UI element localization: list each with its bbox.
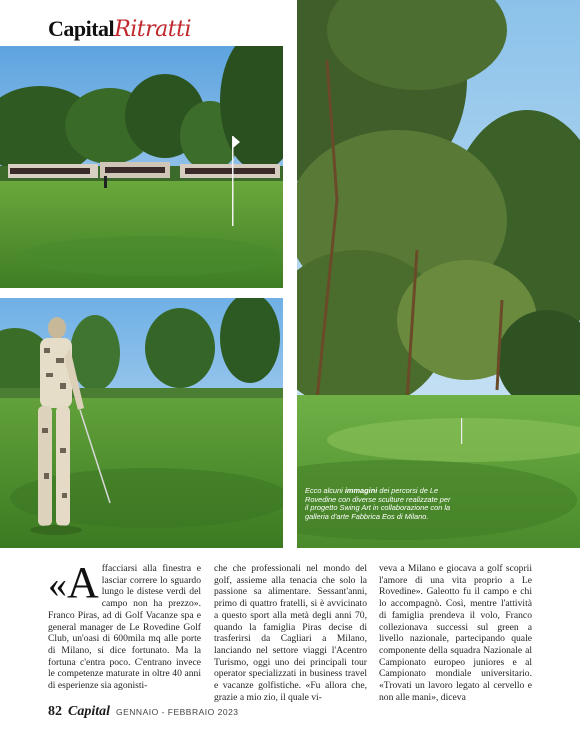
article-column-1: «A ffacciarsi alla finestra e lasciar correre lo sguardo lungo le distese verdi del campo non ha prezzo». Franco Piras, ad di Golf Vacanze spa e general manager de Le Rovedine Golf Club, un'oasi di 600mila mq alle porte di Milano, si dice fortunato. Ma la fortuna c'entra poco. C'entrano invece le competenze maturate in oltre 40 anni di esperienze sia agonisti- [48, 558, 201, 692]
article-column-3: veva a Milano e giocava a golf scoprii l'amore di una vita proprio a Le Rovedine». Galeotto fu il campo e chi lo accompagnò. Così, mentre l'attività di famiglia prendeva il volo, Franco collezionava successi sul green a livello nazionale, partecipando quale componente della squadra Nazionale al Campionato europeo juniores e al Campionato mondiale universitario. «Trovati un lavoro legato al cervello e non alle mani», diceva [379, 563, 532, 703]
photo-golf-crowd [0, 46, 283, 288]
brand-logo [48, 16, 191, 42]
brand-accent: Ritratti [114, 17, 191, 42]
article-column-2: che che professionali nel mondo del golf, assieme alla tenacia che solo la passione sa alimentare. Sessant'anni, primo di quattro fratelli, si è avvicinato a questo sport alla metà degli anni 70, quando la famiglia Piras decise di trasferirsi da Cagliari a Milano, lanciando nel settore viaggi l'Acentro Turismo, oggi uno dei principali tour operator specializzati in business travel e vacanze golfistiche. «Fu allora che, grazie a mio zio, il quale vi- [214, 563, 367, 703]
page-number: 82 [48, 704, 62, 719]
photo-caption: Ecco alcuni immagini dei percorsi de Le Rovedine con diverse sculture realizzate per il progetto Swing Art in collaborazione con la galleria d'arte Fabbrica Eos di Milano. [305, 486, 451, 521]
photo-pine-fairway [297, 0, 580, 548]
page-footer [48, 704, 239, 720]
photo-sculpture-golfer [0, 298, 283, 548]
footer-magazine: Capital [68, 704, 111, 719]
dropcap: «A [48, 558, 99, 607]
footer-date: GENNAIO - FEBBRAIO 2023 [116, 707, 239, 717]
brand-main: Capital [48, 16, 115, 41]
